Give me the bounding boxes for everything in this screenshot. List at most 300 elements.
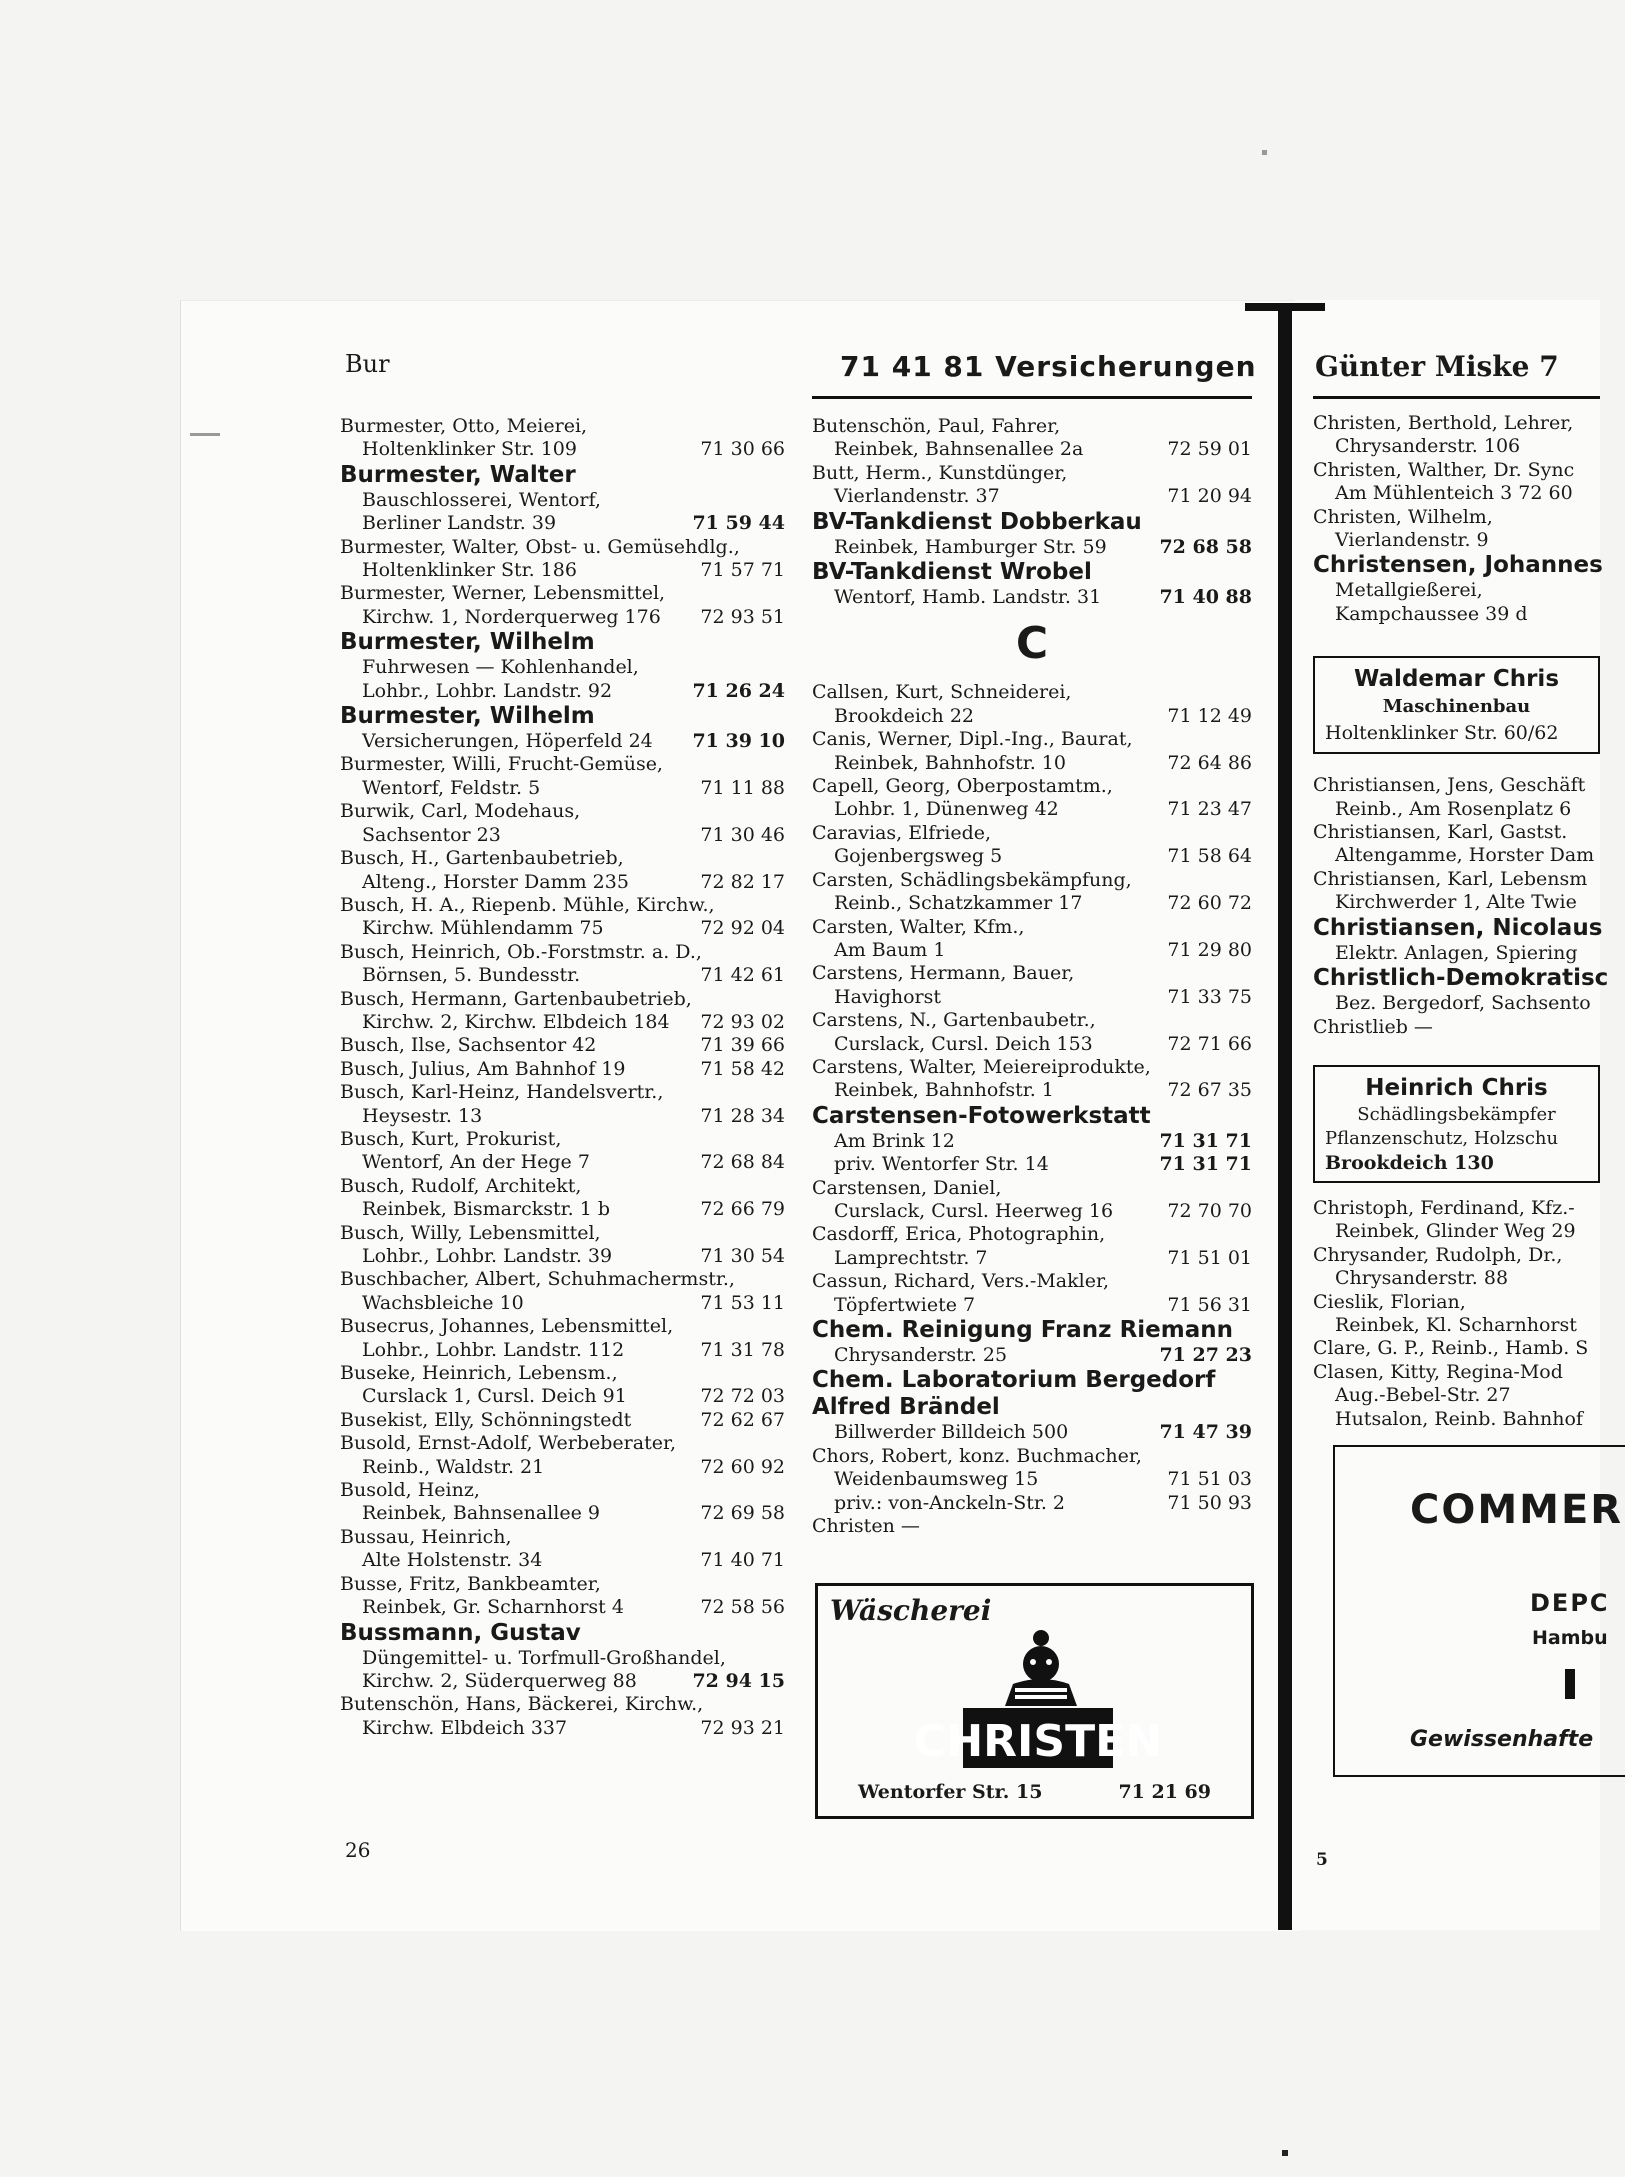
entry-line <box>812 1009 1252 1032</box>
entry-line <box>812 485 1252 508</box>
entry-text: Chrysanderstr. 106 <box>1335 435 1521 458</box>
entry-text: Caravias, Elfriede, <box>812 821 992 844</box>
entry-line <box>812 1468 1252 1491</box>
entry-text: Christiansen, Karl, Lebensm <box>1313 867 1588 890</box>
entry-line <box>812 1033 1252 1056</box>
entry-line <box>340 1385 785 1408</box>
phone-number: 71 30 54 <box>700 1245 785 1267</box>
commerz-name: COMMER <box>1410 1487 1624 1533</box>
entry-text: Am Brink 12 <box>834 1129 955 1152</box>
entry-text: Kampchaussee 39 d <box>1335 602 1528 625</box>
entry-text: Börnsen, 5. Bundesstr. <box>362 964 581 987</box>
phone-number: 71 29 80 <box>1167 938 1252 961</box>
entry-text: Lohbr., Lohbr. Landstr. 92 <box>362 679 613 702</box>
entries-c <box>812 681 1252 1538</box>
entry-text: Busold, Heinz, <box>340 1479 480 1502</box>
entry-line <box>340 1362 785 1385</box>
entry-line <box>340 1479 785 1502</box>
entry-line <box>1313 579 1600 602</box>
phone-number: 72 93 21 <box>700 1716 785 1739</box>
entry-text: Busch, Rudolf, Architekt, <box>340 1174 582 1197</box>
entry-text: Versicherungen, Höperfeld 24 <box>362 730 653 753</box>
column-left <box>340 415 785 1740</box>
entry-text: Reinbek, Bahnsenallee 2a <box>834 438 1084 461</box>
entry-line <box>340 1128 785 1151</box>
entry-line <box>812 1421 1252 1444</box>
entry-line <box>340 415 785 438</box>
entry-text: Vierlandenstr. 9 <box>1335 529 1489 552</box>
entry-text: Christen — <box>812 1515 920 1538</box>
column-right <box>1313 412 1609 1431</box>
entry-line <box>812 1294 1252 1317</box>
entry-text: Heysestr. 13 <box>362 1104 483 1127</box>
entry-text: Kirchw. 2, Kirchw. Elbdeich 184 <box>362 1010 670 1033</box>
entry-text: Weidenbaumsweg 15 <box>834 1468 1039 1491</box>
entry-line <box>1313 435 1600 458</box>
entry-line <box>1313 1361 1600 1384</box>
entry-text: Reinbek, Kl. Scharnhorst <box>1335 1313 1577 1336</box>
entry-text: Busch, Hermann, Gartenbaubetrieb, <box>340 987 692 1010</box>
phone-number: 72 92 04 <box>700 917 785 940</box>
column-middle <box>812 415 1252 1538</box>
entry-text: Reinbek, Bahnhofstr. 1 <box>834 1079 1054 1102</box>
entry-text: Christen, Berthold, Lehrer, <box>1313 412 1574 434</box>
entry-text: Bussmann, Gustav <box>340 1619 581 1646</box>
entry-line <box>340 824 785 847</box>
header-rule <box>812 396 1252 399</box>
entry-line <box>1313 1314 1600 1337</box>
entry-text: Capell, Georg, Oberpostamtm., <box>812 775 1113 798</box>
entry-text: Burmester, Walter, Obst- u. Gemüsehdlg., <box>340 535 740 558</box>
entry-line <box>1313 798 1600 821</box>
entry-text: Lamprechtstr. 7 <box>834 1246 988 1269</box>
section-letter: C <box>1015 618 1049 670</box>
entry-text: Christen, Walther, Dr. Sync <box>1313 458 1575 481</box>
entry-text: Busold, Ernst-Adolf, Werbeberater, <box>340 1432 676 1455</box>
entry-line <box>340 1717 785 1740</box>
page-number-left: 26 <box>345 1838 371 1862</box>
phone-number: 72 60 92 <box>700 1455 785 1478</box>
box-title: Heinrich Chris <box>1365 1074 1548 1101</box>
entry-text: Buschbacher, Albert, Schuhmachermstr., <box>340 1268 735 1291</box>
entry-line <box>812 986 1252 1009</box>
entry-text: Wentorf, Hamb. Landstr. 31 <box>834 586 1102 609</box>
entries-christen <box>1313 412 1603 626</box>
entry-text: Kirchwerder 1, Alte Twie <box>1335 891 1577 914</box>
entry-line <box>1313 1267 1600 1290</box>
phone-number: 71 23 47 <box>1167 798 1252 821</box>
entry-text: BV-Tankdienst Dobberkau <box>812 508 1142 535</box>
entry-line <box>1313 821 1600 844</box>
scan-dot <box>1282 2150 1288 2156</box>
phone-number: 72 94 15 <box>692 1669 785 1692</box>
entry-text: Reinb., Am Rosenplatz 6 <box>1335 797 1572 820</box>
entry-text: Fuhrwesen — Kohlenhandel, <box>362 656 639 679</box>
entry-text: Holtenklinker Str. 186 <box>362 559 577 582</box>
entry-text: Christiansen, Karl, Gastst. <box>1313 821 1568 844</box>
entry-line <box>340 777 785 800</box>
entry-line <box>1313 529 1600 552</box>
phone-number: 72 70 70 <box>1167 1199 1252 1222</box>
entry-line <box>340 1245 785 1268</box>
entry-line <box>340 559 785 582</box>
entry-line <box>340 1151 785 1174</box>
entry-line <box>340 1526 785 1549</box>
entry-line <box>1313 942 1600 965</box>
box-line: Brookdeich 130 <box>1325 1151 1494 1174</box>
commerz-line3: Hambu <box>1532 1627 1608 1649</box>
entry-text: Reinbek, Bahnhofstr. 10 <box>834 751 1066 774</box>
entry-text: Christiansen, Nicolaus <box>1313 914 1603 941</box>
entry-line <box>1313 1291 1600 1314</box>
entry-line <box>812 1056 1252 1079</box>
entry-text: Burmester, Wilhelm <box>340 703 595 730</box>
phone-number: 71 27 23 <box>1159 1344 1252 1366</box>
entry-line <box>812 962 1252 985</box>
entry-text: Reinbek, Gr. Scharnhorst 4 <box>362 1596 624 1619</box>
entry-line <box>812 1492 1252 1515</box>
entry-line <box>340 438 785 461</box>
entries-christiansen <box>1313 774 1609 1039</box>
entry-text: Carstens, Walter, Meiereiprodukte, <box>812 1055 1151 1078</box>
entry-line <box>340 847 785 870</box>
ad-commerzbank <box>1333 1445 1625 1777</box>
entry-heading <box>340 462 785 489</box>
entry-line <box>1313 1408 1600 1431</box>
entry-text: Chrysanderstr. 88 <box>1335 1267 1509 1290</box>
entry-text: Lohbr., Lohbr. Landstr. 39 <box>362 1245 613 1267</box>
entry-line <box>340 964 785 987</box>
entry-heading <box>340 1620 785 1647</box>
entry-text: Metallgießerei, <box>1335 579 1483 602</box>
entry-line <box>340 606 785 629</box>
entry-line <box>1313 1337 1600 1360</box>
entry-line <box>1313 891 1600 914</box>
entry-text: Christlieb — <box>1313 1015 1433 1038</box>
box-waldemar <box>1313 656 1600 754</box>
entry-line <box>340 1198 785 1221</box>
phone-number: 71 59 44 <box>692 512 785 535</box>
entry-text: Butt, Herm., Kunstdünger, <box>812 461 1068 484</box>
entry-text: Carstens, N., Gartenbaubetr., <box>812 1009 1096 1032</box>
entry-heading <box>812 1317 1252 1344</box>
entry-text: Carsten, Walter, Kfm., <box>812 915 1025 938</box>
entry-line <box>340 1105 785 1128</box>
entry-line <box>340 988 785 1011</box>
entry-text: Busch, Willy, Lebensmittel, <box>340 1221 601 1244</box>
entry-text: Bussau, Heinrich, <box>340 1525 512 1548</box>
entry-text: Christlich-Demokratisc <box>1313 965 1609 992</box>
entry-line <box>340 1647 785 1670</box>
phone-number: 72 66 79 <box>700 1198 785 1221</box>
entry-heading <box>340 703 785 730</box>
phone-number: 72 68 58 <box>1159 535 1252 558</box>
entry-text: Kirchw. Mühlendamm 75 <box>362 917 604 940</box>
entry-text: Chem. Laboratorium Bergedorf <box>812 1367 1216 1394</box>
entry-text: Reinb., Waldstr. 21 <box>362 1455 545 1478</box>
entry-text: Alteng., Horster Damm 235 <box>362 870 629 893</box>
entry-line <box>812 438 1252 461</box>
entry-text: Reinb., Schatzkammer 17 <box>834 892 1083 915</box>
entry-text: Buseke, Heinrich, Lebensm., <box>340 1362 618 1385</box>
entry-text: Bez. Bergedorf, Sachsento <box>1335 992 1591 1015</box>
entry-line <box>340 1222 785 1245</box>
entry-text: Sachsentor 23 <box>362 823 501 846</box>
entry-line <box>812 1153 1252 1176</box>
entry-line <box>812 1344 1252 1367</box>
phone-number: 72 62 67 <box>700 1408 785 1431</box>
entry-line <box>340 1081 785 1104</box>
entry-text: Elektr. Anlagen, Spiering <box>1335 941 1578 964</box>
entry-text: Aug.-Bebel-Str. 27 <box>1335 1384 1511 1407</box>
entry-line <box>1313 459 1600 482</box>
entry-heading <box>1313 552 1603 579</box>
entry-line <box>1313 1016 1600 1039</box>
entry-line <box>812 892 1252 915</box>
entry-text: Butenschön, Hans, Bäckerei, Kirchw., <box>340 1693 704 1716</box>
entry-line <box>812 728 1252 751</box>
entry-line <box>1313 844 1600 867</box>
phone-number: 72 69 58 <box>700 1502 785 1525</box>
entry-text: Alfred Brändel <box>812 1394 1000 1421</box>
phone-number: 72 68 84 <box>700 1151 785 1174</box>
entry-text: Töpfertwiete 7 <box>834 1293 976 1316</box>
entry-line <box>812 1223 1252 1246</box>
entry-text: Christen, Wilhelm, <box>1313 505 1493 528</box>
entry-text: Chrysander, Rudolph, Dr., <box>1313 1243 1563 1266</box>
phone-number: 71 40 71 <box>700 1549 785 1572</box>
phone-number: 71 56 31 <box>1167 1293 1252 1316</box>
entry-line <box>1313 506 1600 529</box>
entry-text: Busch, Julius, Am Bahnhof 19 <box>340 1057 626 1080</box>
entry-heading <box>1313 914 1603 942</box>
entry-text: priv.: von-Anckeln-Str. 2 <box>834 1491 1066 1514</box>
header-right: Günter Miske 7 <box>1315 350 1559 383</box>
logo-text: CHRISTEN <box>914 1716 1162 1767</box>
entry-text: Chem. Reinigung Franz Riemann <box>812 1317 1233 1343</box>
entry-text: Burwik, Carl, Modehaus, <box>340 800 581 823</box>
entry-text: Lohbr., Lohbr. Landstr. 112 <box>362 1338 625 1361</box>
entry-line <box>1313 1197 1600 1220</box>
phone-number: 71 31 71 <box>1159 1129 1252 1152</box>
entry-text: Burmester, Walter <box>340 461 576 488</box>
entry-text: Christoph, Ferdinand, Kfz.- <box>1313 1196 1575 1219</box>
box-title: Waldemar Chris <box>1353 666 1560 693</box>
entry-line <box>1313 1384 1600 1407</box>
entry-line <box>812 705 1252 728</box>
entry-text: Busch, Karl-Heinz, Handelsvertr., <box>340 1081 664 1104</box>
phone-number: 72 60 72 <box>1167 892 1252 915</box>
entry-line <box>812 1515 1252 1538</box>
commerz-slogan: Gewissenhafte <box>1410 1727 1594 1752</box>
entry-line <box>1313 482 1600 505</box>
phone-number: 71 42 61 <box>700 964 785 987</box>
header-rule-right <box>1313 396 1600 399</box>
entry-text: Vierlandenstr. 37 <box>834 485 1000 508</box>
scan-mark <box>190 433 220 436</box>
entry-line <box>812 462 1252 485</box>
phone-number: 72 64 86 <box>1167 751 1252 774</box>
entry-text: Am Mühlenteich 3 72 60 <box>1335 482 1573 505</box>
entry-text: Chors, Robert, konz. Buchmacher, <box>812 1444 1142 1467</box>
entry-text: Busekist, Elly, Schönningstedt <box>340 1408 632 1431</box>
entry-line <box>340 1432 785 1455</box>
entry-text: Carstensen, Daniel, <box>812 1176 1002 1199</box>
entry-line <box>812 1079 1252 1102</box>
entry-text: BV-Tankdienst Wrobel <box>812 559 1092 586</box>
christen-logo <box>914 1626 1162 1771</box>
entry-line <box>340 1011 785 1034</box>
entry-text: Wentorf, Feldstr. 5 <box>362 776 541 799</box>
entry-line <box>812 939 1252 962</box>
box-line: Schädlingsbekämpfer <box>1357 1103 1556 1125</box>
entry-text: Carstensen-Fotowerkstatt <box>812 1102 1151 1129</box>
box-line: Pflanzenschutz, Holzschu <box>1325 1127 1559 1149</box>
entry-line <box>340 489 785 512</box>
entry-line <box>340 1670 785 1693</box>
entry-line <box>812 681 1252 704</box>
phone-number: 71 40 88 <box>1159 586 1252 609</box>
box-addr: Holtenklinker Str. 60/62 <box>1325 722 1559 745</box>
entry-line <box>1313 868 1600 891</box>
entry-line <box>812 1270 1252 1293</box>
entry-text: Burmester, Otto, Meierei, <box>340 415 588 437</box>
entry-text: Busch, H., Gartenbaubetrieb, <box>340 847 624 870</box>
entry-line <box>340 753 785 776</box>
entry-line <box>340 512 785 535</box>
entry-heading <box>812 509 1252 536</box>
entry-text: Carsten, Schädlingsbekämpfung, <box>812 868 1132 891</box>
book-spine <box>1278 305 1292 1930</box>
phone-number: 71 31 78 <box>700 1338 785 1361</box>
entry-line <box>812 1200 1252 1223</box>
entry-text: Reinbek, Bahnsenallee 9 <box>362 1502 600 1525</box>
entry-text: Busch, Heinrich, Ob.-Forstmstr. a. D., <box>340 940 702 963</box>
entry-line <box>812 752 1252 775</box>
phone-number: 72 67 35 <box>1167 1079 1252 1102</box>
phone-number: 71 58 64 <box>1167 845 1252 868</box>
entry-line <box>812 415 1252 438</box>
entry-text: Reinbek, Glinder Weg 29 <box>1335 1220 1576 1243</box>
entry-text: Butenschön, Paul, Fahrer, <box>812 415 1061 437</box>
entry-text: Busecrus, Johannes, Lebensmittel, <box>340 1315 674 1338</box>
phone-number: 71 39 66 <box>700 1034 785 1057</box>
phone-number: 72 93 02 <box>700 1010 785 1033</box>
entry-text: Düngemittel- u. Torfmull-Großhandel, <box>362 1646 726 1669</box>
entry-text: Hutsalon, Reinb. Bahnhof <box>1335 1407 1583 1430</box>
entry-line <box>340 1315 785 1338</box>
entry-line <box>812 536 1252 559</box>
header-left: Bur <box>345 350 390 378</box>
entry-text: Christensen, Johannes <box>1313 552 1603 579</box>
entry-line <box>812 798 1252 821</box>
entry-text: Bauschlosserei, Wentorf, <box>362 488 601 511</box>
phone-number: 71 47 39 <box>1159 1421 1252 1444</box>
entry-line <box>340 1502 785 1525</box>
entry-text: Cieslik, Florian, <box>1313 1290 1466 1313</box>
scan-dot <box>1262 150 1267 155</box>
entry-line <box>340 917 785 940</box>
phone-number: 71 30 66 <box>700 438 785 461</box>
ad-address: Wentorfer Str. 15 <box>858 1781 1043 1803</box>
entry-line <box>340 1339 785 1362</box>
entry-text: Clare, G. P., Reinb., Hamb. S <box>1313 1337 1589 1360</box>
phone-number: 72 72 03 <box>700 1385 785 1408</box>
entry-line <box>1313 603 1600 626</box>
entry-line <box>340 800 785 823</box>
entry-heading <box>812 559 1252 586</box>
entry-text: Carstens, Hermann, Bauer, <box>812 962 1075 985</box>
phone-number: 72 59 01 <box>1167 438 1252 461</box>
ad-title: Wäscherei <box>830 1594 992 1627</box>
entry-text: Curslack, Cursl. Heerweg 16 <box>834 1199 1114 1222</box>
phone-number: 71 33 75 <box>1167 985 1252 1008</box>
entry-text: Kirchw. Elbdeich 337 <box>362 1716 568 1739</box>
entry-text: Havighorst <box>834 985 942 1008</box>
phone-number: 72 93 51 <box>700 605 785 628</box>
entry-text: Wentorf, An der Hege 7 <box>362 1151 590 1174</box>
entry-line <box>340 1573 785 1596</box>
phone-number: 71 31 71 <box>1159 1153 1252 1176</box>
entry-line <box>340 730 785 753</box>
entry-text: Busch, H. A., Riepenb. Mühle, Kirchw., <box>340 893 715 916</box>
entry-text: Chrysanderstr. 25 <box>834 1344 1008 1366</box>
page-number-right: 5 <box>1316 1850 1328 1870</box>
entry-text: Burmester, Werner, Lebensmittel, <box>340 582 666 605</box>
phone-number: 71 12 49 <box>1167 704 1252 727</box>
phone-number: 72 58 56 <box>700 1596 785 1619</box>
entry-text: Burmester, Willi, Frucht-Gemüse, <box>340 753 663 776</box>
entries-b <box>812 415 1252 609</box>
phone-number: 71 57 71 <box>700 559 785 582</box>
phone-number: 72 71 66 <box>1167 1032 1252 1055</box>
entry-text: priv. Wentorfer Str. 14 <box>834 1153 1049 1176</box>
entry-text: Reinbek, Bismarckstr. 1 b <box>362 1198 610 1221</box>
entry-heading <box>812 1394 1252 1421</box>
entry-line <box>1313 1220 1600 1243</box>
phone-number: 71 20 94 <box>1167 485 1252 508</box>
entry-line <box>340 1175 785 1198</box>
phone-number: 71 11 88 <box>700 776 785 799</box>
entry-line <box>340 536 785 559</box>
entry-text: Casdorff, Erica, Photographin, <box>812 1223 1106 1246</box>
entry-text: Clasen, Kitty, Regina-Mod <box>1313 1360 1563 1383</box>
entry-line <box>812 822 1252 845</box>
entry-text: Am Baum 1 <box>834 938 946 961</box>
phone-number: 71 26 24 <box>692 679 785 702</box>
box-sub: Maschinenbau <box>1382 696 1531 718</box>
entry-heading <box>1313 965 1609 992</box>
entry-text: Altengamme, Horster Dam <box>1335 844 1595 867</box>
entry-line <box>812 1247 1252 1270</box>
entry-text: Kirchw. 1, Norderquerweg 176 <box>362 605 661 628</box>
entry-text: Lohbr. 1, Dünenweg 42 <box>834 798 1059 821</box>
entry-text: Busch, Kurt, Prokurist, <box>340 1127 562 1150</box>
entry-line <box>340 1596 785 1619</box>
entry-line <box>1313 412 1600 435</box>
entry-text: Brookdeich 22 <box>834 704 975 727</box>
entry-line <box>1313 992 1600 1015</box>
phone-number: 71 58 42 <box>700 1057 785 1080</box>
phone-number: 71 51 01 <box>1167 1246 1252 1269</box>
entry-text: Burmester, Wilhelm <box>340 629 595 656</box>
entry-text: Holtenklinker Str. 109 <box>362 438 577 461</box>
entry-line <box>340 1456 785 1479</box>
entry-line <box>812 1177 1252 1200</box>
phone-number: 71 30 46 <box>700 823 785 846</box>
entry-text: Kirchw. 2, Süderquerweg 88 <box>362 1669 637 1692</box>
ad-waescherei-christen <box>815 1583 1254 1819</box>
